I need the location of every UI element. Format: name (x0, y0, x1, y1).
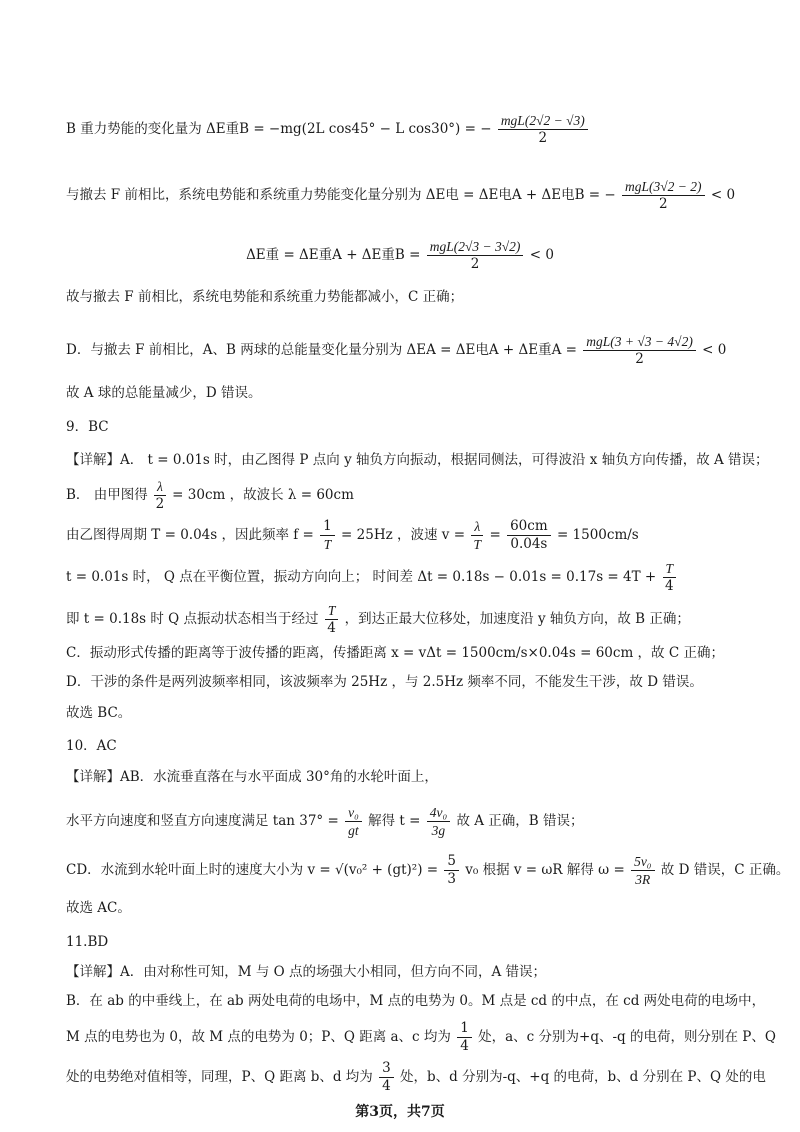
text-line-12: 即 t = 0.18s 时 Q 点振动状态相当于经过 $\frac{T}{4}$ ，到达正最大位移处，加速度沿 y 轴负方向，故 B 正确； (66, 603, 690, 636)
text-line-14: D．干涉的条件是两列波频率相同，该波频率为 25Hz ，与 2.5Hz 频率不同，不能发生干涉，故 D 错误。 (66, 674, 703, 690)
text-line-13: C．振动形式传播的距离等于波传播的距离，传播距离 x = vΔt = 1500cm/s×0.04s = 60cm ，故 C 正确； (66, 645, 724, 661)
fraction: $\frac{\text{4v₀}}{3g}$ (427, 804, 450, 839)
fraction: $\frac{\text{mgL(2√3 − 3√2)}}{2}$ (427, 238, 524, 273)
text-line-22: 【详解】A．由对称性可知，M 与 O 点的场强大小相同，但方向不同，A 错误； (66, 964, 547, 980)
fraction: $\frac{\text{mgL(3 + √3 − 4√2)}}{2}$ (583, 333, 696, 368)
text-line-3: ΔE重 = ΔE重A + ΔE重B = $\frac{\text{mgL(2√3 − 3√2)}}{2}$ < 0 (246, 239, 554, 272)
fraction: $\frac{T}{4}$ (325, 602, 339, 637)
text-line-8: 【详解】A． t = 0.01s 时，由乙图得 P 点向 y 轴负方向振动，根据同侧法，可得波沿 x 轴负方向传播，故 A 错误； (66, 452, 769, 468)
question-number-9: 9．BC (66, 419, 109, 435)
text-line-2: 与撤去 F 前相比，系统电势能和系统重力势能变化量分别为 ΔE电 = ΔE电A + ΔE电B = − $\frac{\text{mgL(3√2 − 2)}}{2}$ < 0 (66, 179, 736, 212)
text-line-24: M 点的电势也为 0，故 M 点的电势为 0；P、Q 距离 a、c 均为 $\frac{1}{4}$ 处，a、c 分别为+q、-q 的电荷，则分别在 P、Q (66, 1020, 776, 1054)
fraction: $\frac{1}{T}$ (320, 518, 335, 553)
text-line-17: 【详解】AB．水流垂直落在与水平面成 30°角的水轮叶面上， (66, 769, 438, 785)
page-footer: 第3页，共7页 (355, 1104, 445, 1120)
text: D．与撤去 F 前相比，A、B 两球的总能量变化量分别为 ΔEA = ΔE电A + ΔE重A = (66, 342, 577, 358)
text-line-18: 水平方向速度和竖直方向速度满足 tan 37° = $\frac{\text{v₀}}{gt}$ 解得 t = $\frac{\text{4v₀}}{3g}$ 故 A 正确，B 错误； (66, 805, 584, 838)
text-line-5: D．与撤去 F 前相比，A、B 两球的总能量变化量分别为 ΔEA = ΔE电A + ΔE重A = $\frac{\text{mgL(3 + √3 − 4√2)}}{2}$ < 0 (66, 334, 727, 367)
fraction: $\frac{\lambda}{T}$ (471, 518, 483, 553)
text-line-15: 故选 BC。 (66, 705, 132, 721)
text-line-6: 故 A 球的总能量减少，D 错误。 (66, 385, 262, 401)
fraction: $\frac{\text{5v₀}}{3R}$ (631, 853, 654, 888)
text-line-19: CD．水流到水轮叶面上时的速度大小为 v = √(v₀² + (gt)²) = $\frac{5}{3}$ v₀ 根据 v = ωR 解得 ω = $\frac{\text{5v₀}}{3R}$ 故 D 错误，C 正确。 (66, 853, 790, 887)
question-number-10: 10．AC (66, 738, 117, 754)
text: ΔE重 = ΔE重A + ΔE重B = (246, 247, 421, 263)
text-line-10: 由乙图得周期 T = 0.04s ，因此频率 f = $\frac{1}{T}$ = 25Hz ，波速 v = $\frac{\lambda}{T}$ = $\frac{60cm}{0.04s}$ = 1500cm/s (66, 518, 639, 552)
question-number-11: 11.BD (66, 934, 109, 950)
fraction: $\frac{\text{mgL(3√2 − 2)}}{2}$ (622, 178, 705, 213)
text-line-4: 故与撤去 F 前相比，系统电势能和系统重力势能都减小，C 正确； (66, 289, 464, 305)
text-line-1 (66, 112, 760, 147)
text-line-20: 故选 AC。 (66, 900, 131, 916)
text-line-25: 处的电势绝对值相等，同理，P、Q 距离 b、d 均为 $\frac{3}{4}$ 处，b、d 分别为-q、+q 的电荷，b、d 分别在 P、Q 处的电 (66, 1060, 766, 1094)
text-line-9: B． 由甲图得 $\frac{\lambda}{2}$ = 30cm ，故波长 λ = 60cm (66, 479, 354, 512)
fraction: $\frac{\text{v₀}}{gt}$ (345, 804, 362, 839)
fraction: $\frac{T}{4}$ (663, 560, 677, 595)
fraction: $\frac{1}{4}$ (457, 1020, 472, 1055)
text: 与撤去 F 前相比，系统电势能和系统重力势能变化量分别为 ΔE电 = ΔE电A + ΔE电B = − (66, 187, 616, 203)
fraction: $\frac{\lambda}{2}$ (155, 479, 165, 512)
fraction: $\frac{60cm}{0.04s}$ (507, 518, 551, 553)
text: B 重力势能的变化量为 ΔE重B = −mg(2L cos45° − L cos30°) = − (66, 121, 492, 137)
fraction: $\frac{\text{mgL(2√2 − √3)}}{2}$ (498, 112, 588, 147)
fraction: $\frac{5}{3}$ (444, 853, 459, 888)
text-line-11: t = 0.01s 时， Q 点在平衡位置，振动方向向上； 时间差 Δt = 0.18s − 0.01s = 0.17s = 4T + $\frac{T}{4}$ (66, 560, 760, 595)
text-line-23: B．在 ab 的中垂线上，在 ab 两处电荷的电场中，M 点的电势为 0。M 点是 cd 的中点，在 cd 两处电荷的电场中， (66, 993, 766, 1009)
fraction: $\frac{3}{4}$ (379, 1060, 394, 1095)
